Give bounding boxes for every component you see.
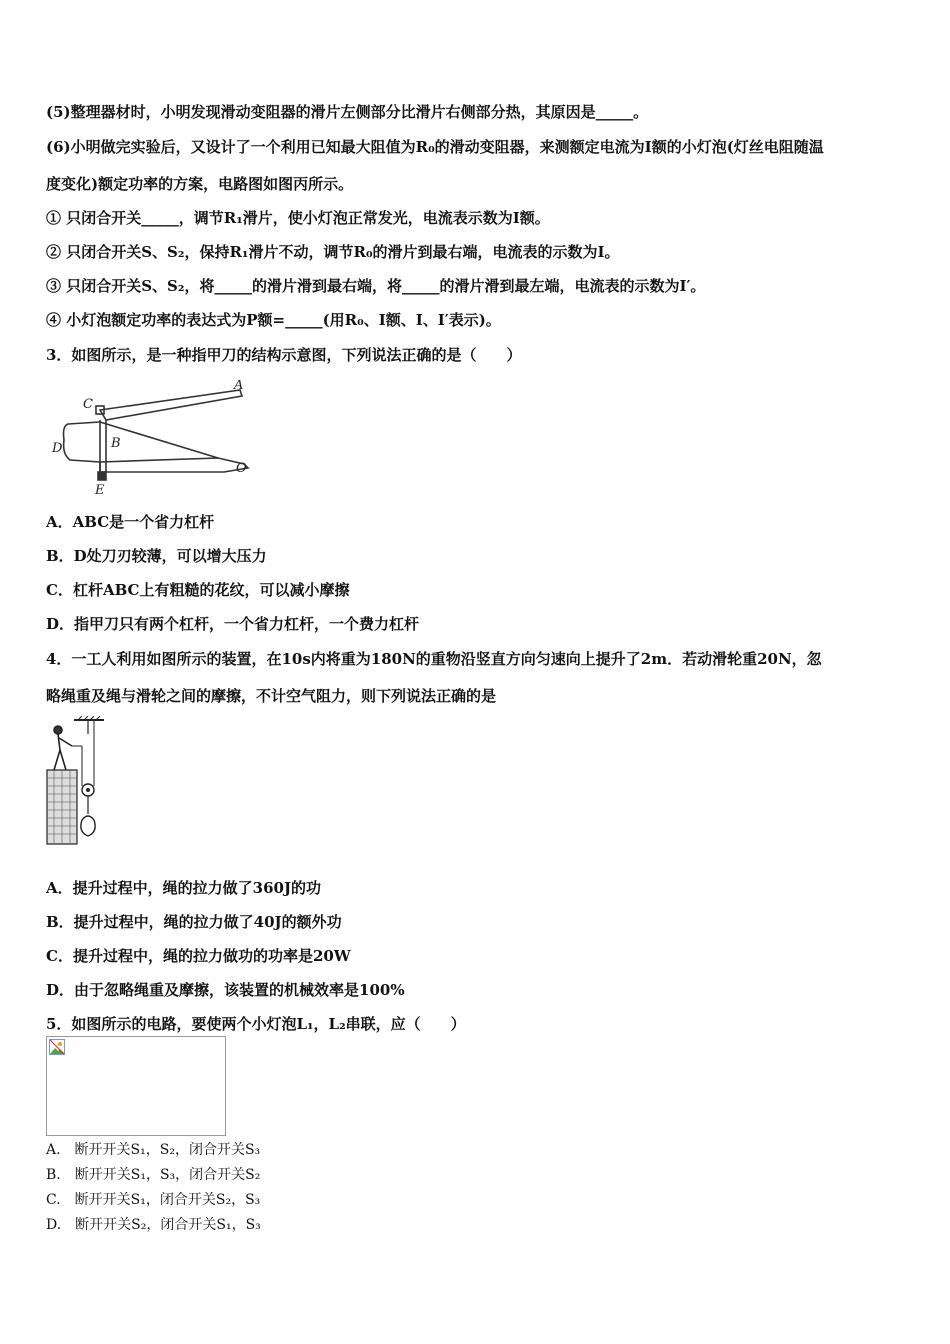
pulley-worker-figure	[44, 716, 106, 846]
label-a: A	[234, 380, 244, 393]
nail-clipper-figure	[48, 380, 258, 498]
q2-part5: (5)整理器材时，小明发现滑动变阻器的滑片左侧部分比滑片右侧部分热，其原因是_____。	[46, 103, 649, 121]
q2-part6-line1: (6)小明做完实验后，又设计了一个利用已知最大阻值为R₀的滑动变阻器，来测额定电流为I额的小灯泡(灯丝电阻随温	[46, 138, 824, 156]
q2-step1: ① 只闭合开关_____，调节R₁滑片，使小灯泡正常发光，电流表示数为I额。	[46, 209, 550, 227]
label-o: O	[236, 461, 247, 476]
q5-option-c: C. 断开开关S₁，闭合开关S₂，S₃	[46, 1192, 261, 1208]
q2-part6-line2: 度变化)额定功率的方案，电路图如图丙所示。	[46, 175, 354, 193]
q5-option-d: D. 断开开关S₂，闭合开关S₁，S₃	[46, 1217, 261, 1233]
q5-stem: 5．如图所示的电路，要使两个小灯泡L₁，L₂串联，应（ ）	[46, 1015, 466, 1033]
q4-option-a: A．提升过程中，绳的拉力做了360J的功	[46, 879, 322, 897]
broken-image-placeholder	[46, 1036, 226, 1136]
label-b: B	[111, 436, 121, 451]
q4-option-b: B．提升过程中，绳的拉力做了40J的额外功	[46, 913, 342, 931]
label-c: C	[83, 397, 93, 412]
q3-option-a: A．ABC是一个省力杠杆	[46, 513, 215, 531]
q4-stem-line1: 4．一工人利用如图所示的装置，在10s内将重为180N的重物沿竖直方向匀速向上提升了2m．若动滑轮重20N，忽	[46, 650, 822, 668]
q3-option-d: D．指甲刀只有两个杠杆，一个省力杠杆，一个费力杠杆	[46, 615, 420, 633]
q3-stem: 3．如图所示，是一种指甲刀的结构示意图，下列说法正确的是（ ）	[46, 346, 522, 364]
q4-option-c: C．提升过程中，绳的拉力做功的功率是20W	[46, 947, 351, 965]
broken-image-icon	[49, 1039, 65, 1055]
q2-step3: ③ 只闭合开关S、S₂，将_____的滑片滑到最右端，将_____的滑片滑到最左端，电流表的示数为I′。	[46, 277, 706, 295]
q4-option-d: D．由于忽略绳重及摩擦，该装置的机械效率是100%	[46, 981, 405, 999]
label-e: E	[95, 483, 105, 498]
q2-step4: ④ 小灯泡额定功率的表达式为P额=_____(用R₀、I额、I、I′表示)。	[46, 311, 501, 329]
label-d: D	[52, 441, 63, 456]
q2-step2: ② 只闭合开关S、S₂，保持R₁滑片不动，调节R₀的滑片到最右端，电流表的示数为I。	[46, 243, 620, 261]
q3-option-c: C．杠杆ABC上有粗糙的花纹，可以减小摩擦	[46, 581, 350, 599]
q3-option-b: B．D处刀刃较薄，可以增大压力	[46, 547, 267, 565]
q4-stem-line2: 略绳重及绳与滑轮之间的摩擦，不计空气阻力，则下列说法正确的是	[46, 687, 497, 705]
q5-option-b: B. 断开开关S₁，S₃，闭合开关S₂	[46, 1167, 261, 1183]
q5-option-a: A. 断开开关S₁，S₂，闭合开关S₃	[46, 1142, 261, 1158]
